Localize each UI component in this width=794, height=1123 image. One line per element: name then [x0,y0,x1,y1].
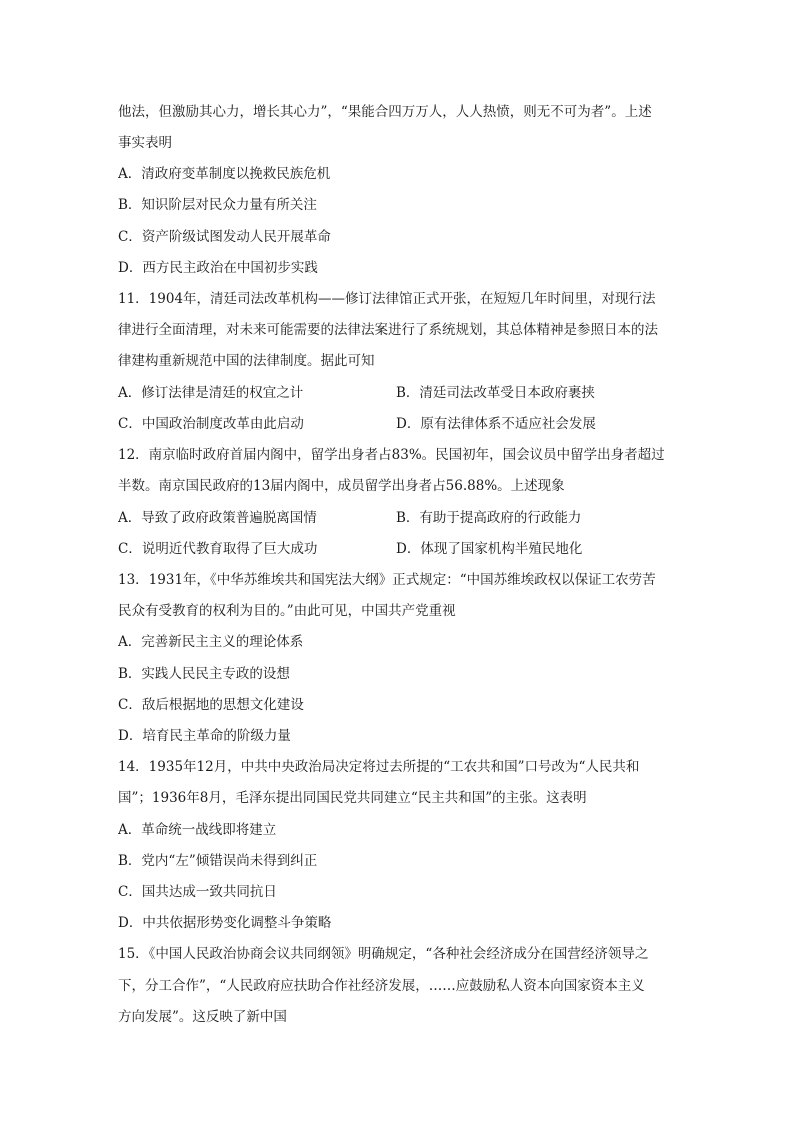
q15-stem-line-1: 15．《中国人民政治协商会议共同纲领》明确规定，“各种社会经济成分在国营经济领导之 [118,946,649,962]
q12-option-d: D．体现了国家机构半殖民地化 [396,541,583,557]
q12-option-c: C．说明近代教育取得了巨大成功 [118,541,318,557]
q13-stem-line-1: 13．1931年，《中华苏维埃共和国宪法大纲》正式规定：“中国苏维埃政权以保证工农劳苦 [118,572,656,588]
q12-option-b: B．有助于提高政府的行政能力 [396,510,582,526]
q15-stem-line-2: 下，分工合作”，“人民政府应扶助合作社经济发展，……应鼓励私人资本向国家资本主义 [118,978,645,994]
q11-option-b: B．清廷司法改革受日本政府裹挟 [396,385,595,401]
q10-stem-line-2: 事实表明 [118,135,172,151]
q14-stem-line-2: 国”；1936年8月，毛泽东提出同国民党共同建立“民主共和国”的主张。这表明 [118,790,587,806]
q14-option-c: C．国共达成一致共同抗日 [118,884,277,900]
q10-option-b: B．知识阶层对民众力量有所关注 [118,197,317,213]
q14-option-b: B．党内“左”倾错误尚未得到纠正 [118,853,318,869]
q15-stem-line-3: 方向发展”。这反映了新中国 [118,1009,287,1025]
q11-option-c: C．中国政治制度改革由此启动 [118,416,304,432]
q10-option-d: D．西方民主政治在中国初步实践 [118,260,318,276]
q10-stem-line-1: 他法，但激励其心力，增长其心力”，“果能合四万万人，人人热愤，则无不可为者”。上述 [118,104,652,120]
q14-option-a: A．革命统一战线即将建立 [118,822,277,838]
q11-option-a: A．修订法律是清廷的权宜之计 [118,385,304,401]
q11-stem-line-2: 律进行全面清理，对未来可能需要的法律法案进行了系统规划，其总体精神是参照日本的法 [118,322,658,338]
q13-option-a: A．完善新民主主义的理论体系 [118,634,304,650]
q14-option-d: D．中共依据形势变化调整斗争策略 [118,915,332,931]
q13-option-d: D．培育民主革命的阶级力量 [118,728,291,744]
q13-option-b: B．实践人民民主专政的设想 [118,666,290,682]
q11-stem-line-1: 11．1904年，清廷司法改革机构——修订法律馆正式开张，在短短几年时间里，对现行法 [118,291,656,307]
q11-stem-line-3: 律建构重新规范中国的法律制度。据此可知 [118,353,375,369]
q13-stem-line-2: 民众有受教育的权利为目的。”由此可见，中国共产党重视 [118,603,456,619]
q12-stem-line-2: 半数。南京国民政府的13届内阁中，成员留学出身者占56.88%。上述现象 [118,478,565,494]
q10-option-a: A．清政府变革制度以挽救民族危机 [118,166,331,182]
q11-option-d: D．原有法律体系不适应社会发展 [396,416,596,432]
q10-option-c: C．资产阶级试图发动人民开展革命 [118,229,331,245]
q12-option-a: A．导致了政府政策普遍脱离国情 [118,510,317,526]
q14-stem-line-1: 14．1935年12月，中共中央政治局决定将过去所提的“工农共和国”口号改为“人民共和 [118,759,640,775]
q13-option-c: C．敌后根据地的思想文化建设 [118,697,304,713]
q12-stem-line-1: 12．南京临时政府首届内阁中，留学出身者占83%。民国初年，国会议员中留学出身者超过 [118,447,665,463]
